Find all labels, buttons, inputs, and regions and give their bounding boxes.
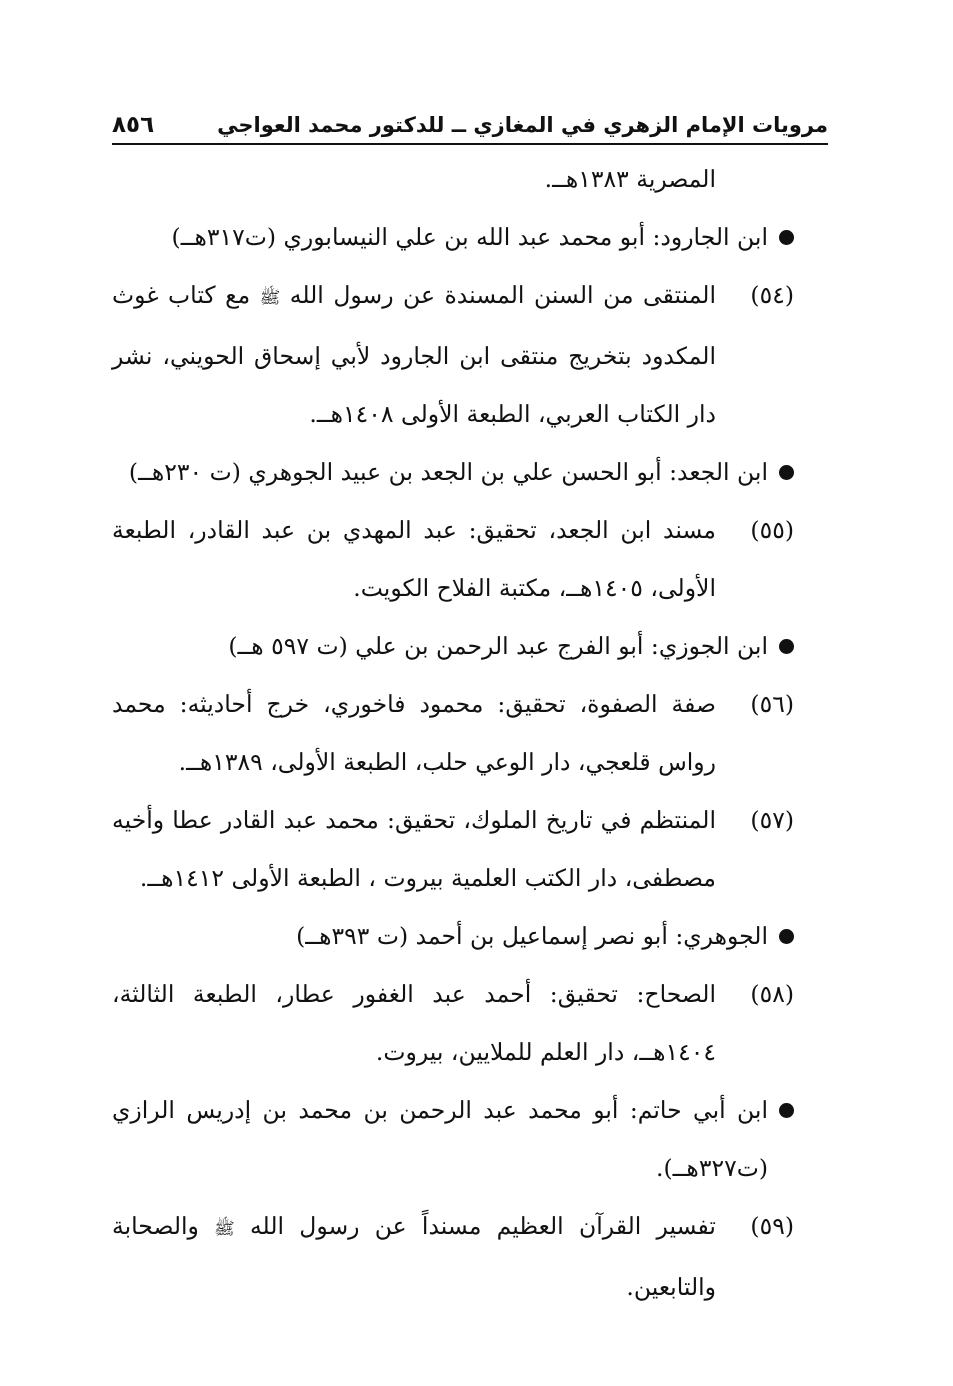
bibliography-entry — [112, 1197, 794, 1316]
entry-text: مع كتاب غوث المكدود بتخريج منتقى ابن الجارود لأبي إسحاق الحويني، نشر دار الكتاب العربي، الطبعة الأولى ١٤٠٨هــ. — [112, 281, 716, 428]
author-heading — [112, 443, 794, 501]
author-heading — [112, 617, 794, 675]
entry-number: (٥٤) — [750, 281, 794, 309]
entry-text: مسند ابن الجعد، تحقيق: عبد المهدي بن عبد القادر، الطبعة الأولى، ١٤٠٥هــ، مكتبة الفلاح الكويت. — [112, 516, 716, 602]
entry-text: الصحاح: تحقيق: أحمد عبد الغفور عطار، الطبعة الثالثة، ١٤٠٤هــ، دار العلم للملايين، بيروت. — [112, 980, 716, 1066]
entry-number: (٥٩) — [750, 1212, 794, 1240]
entry-text: تفسير القرآن العظيم مسنداً عن رسول الله — [249, 1212, 716, 1240]
author-text: ابن الجوزي: أبو الفرج عبد الرحمن بن علي (ت ٥٩٧ هــ) — [228, 632, 768, 660]
bibliography-entry — [112, 266, 794, 443]
running-title: مرويات الإمام الزهري في المغازي ــ للدكتور محمد العواجي — [217, 113, 828, 137]
author-text: ابن أبي حاتم: أبو محمد عبد الرحمن بن محمد بن إدريس الرازي (ت٣٢٧هــ). — [112, 1096, 768, 1182]
author-text: ابن الجارود: أبو محمد عبد الله بن علي النيسابوري (ت٣١٧هــ) — [171, 223, 768, 251]
bullet-icon — [779, 929, 794, 944]
entry-number: (٥٧) — [750, 806, 794, 834]
bibliography-body — [112, 150, 794, 1316]
bibliography-entry — [112, 791, 794, 907]
bullet-icon — [779, 465, 794, 480]
author-heading — [112, 208, 794, 266]
entry-number: (٥٥) — [750, 516, 794, 544]
running-header — [112, 108, 828, 144]
honorific-glyph: ﷺ — [214, 1219, 235, 1239]
bibliography-entry — [112, 501, 794, 617]
entry-number: (٥٨) — [750, 980, 794, 1008]
entry-number: (٥٦) — [750, 690, 794, 718]
author-heading — [112, 1081, 794, 1197]
author-heading — [112, 907, 794, 965]
author-text: ابن الجعد: أبو الحسن علي بن الجعد بن عبيد الجوهري (ت ٢٣٠هــ) — [128, 458, 768, 486]
header-divider — [112, 143, 828, 145]
bibliography-entry — [112, 965, 794, 1081]
honorific-glyph: ﷺ — [259, 288, 281, 308]
bibliography-entry — [112, 675, 794, 791]
page-number: ٨٥٦ — [112, 112, 155, 138]
author-text: الجوهري: أبو نصر إسماعيل بن أحمد (ت ٣٩٣هــ) — [296, 922, 768, 950]
entry-text: المنتقى من السنن المسندة عن رسول الله — [289, 281, 716, 309]
bullet-icon — [779, 230, 794, 245]
continuation-line: المصرية ١٣٨٣هــ. — [544, 165, 716, 193]
entry-text: والصحابة والتابعين. — [112, 1212, 716, 1301]
bullet-icon — [779, 639, 794, 654]
entry-text: المنتظم في تاريخ الملوك، تحقيق: محمد عبد القادر عطا وأخيه مصطفى، دار الكتب العلمية بيروت ، الطبعة الأولى ١٤١٢هــ. — [112, 806, 716, 892]
bullet-icon — [779, 1103, 794, 1118]
entry-text: صفة الصفوة، تحقيق: محمود فاخوري، خرج أحاديثه: محمد رواس قلعجي، دار الوعي حلب، الطبعة الأولى، ١٣٨٩هــ. — [112, 690, 716, 776]
